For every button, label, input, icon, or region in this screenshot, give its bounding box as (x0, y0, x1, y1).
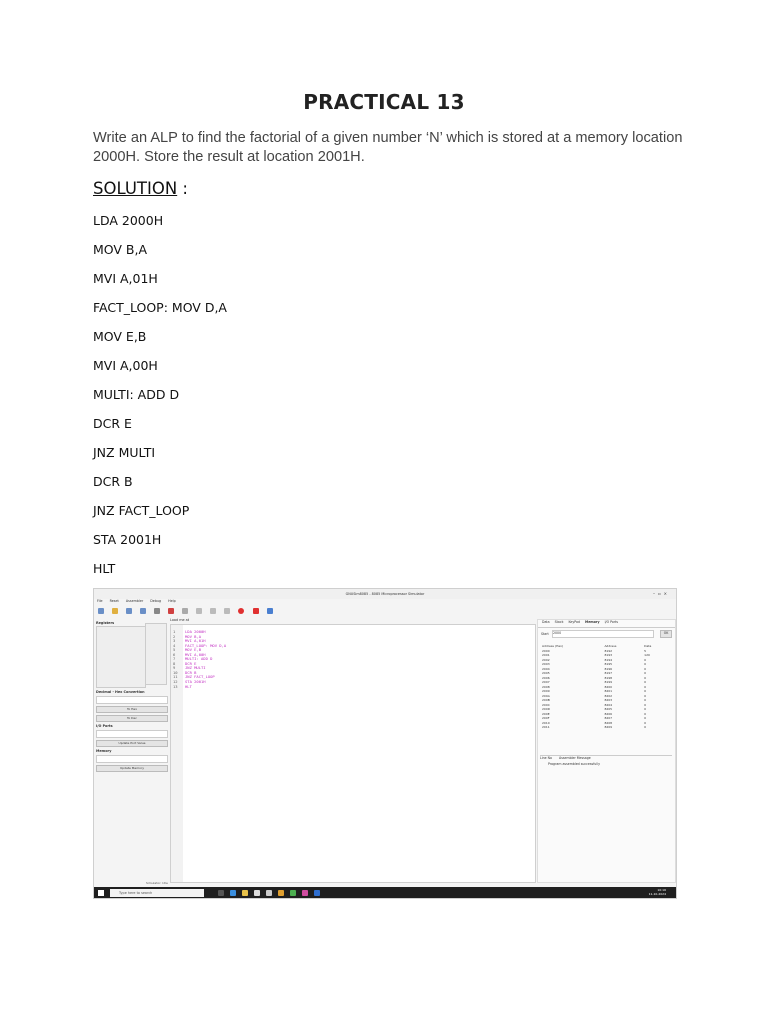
cell: 200D (542, 707, 551, 712)
table-header (540, 644, 670, 649)
io-ports-label: I/O Ports (96, 724, 113, 728)
cell: 0 (644, 711, 647, 716)
editor-line: LDA 2000H (185, 629, 206, 634)
registers-label: Registers (96, 621, 115, 625)
menu-help: Help (168, 599, 176, 603)
cell: 8204 (604, 702, 613, 707)
table-row (540, 725, 670, 730)
editor-line: MOV E,B (185, 647, 202, 653)
cell: 8192 (604, 648, 613, 653)
start-input: 2000 (552, 630, 654, 638)
cell: 2006 (542, 675, 550, 680)
open-file-icon (112, 608, 118, 614)
cell: 8209 (604, 725, 613, 730)
editor-line: MULTI: ADD D (185, 656, 213, 662)
solution-heading (93, 179, 188, 198)
code-line: JNZ MULTI (93, 445, 156, 460)
line-number: 8 (173, 660, 176, 666)
code-line: MVI A,00H (93, 358, 158, 373)
code-editor (170, 624, 536, 883)
window-titlebar (94, 589, 676, 599)
cell: 0 (644, 707, 647, 712)
memory-table (540, 644, 670, 730)
cell: 8200 (604, 684, 613, 689)
editor-line: DCR E (185, 660, 197, 666)
line-number: 9 (173, 665, 176, 671)
cell: 2009 (542, 689, 550, 694)
line-number: 7 (173, 656, 176, 662)
cell: 8197 (604, 671, 613, 676)
code-line: DCR B (93, 474, 133, 489)
cell: 200B (542, 698, 550, 703)
cell: 2004 (542, 666, 550, 671)
update-memory-button: Update Memory (96, 765, 168, 772)
registers-grid (96, 626, 146, 688)
step-out-icon (224, 608, 230, 614)
print-icon (154, 608, 160, 614)
cell: 2010 (542, 720, 550, 725)
port-input (96, 730, 168, 738)
line-numbers (173, 630, 178, 689)
status-text: Simulator: Idle (146, 881, 168, 885)
code-line: FACT_LOOP: MOV D,A (93, 300, 227, 315)
line-number: 5 (173, 647, 176, 653)
right-tabs (538, 620, 675, 628)
cell: 0 (644, 657, 647, 662)
assemble-icon (168, 608, 174, 614)
column-header: Address (Hex) (542, 644, 564, 649)
editor-line: JNZ FACT_LOOP (185, 674, 215, 680)
toolbar (96, 607, 296, 616)
cell: 8207 (604, 716, 613, 721)
left-panel (96, 619, 168, 881)
tab-memory: Memory (585, 620, 600, 624)
cell: 2005 (542, 671, 550, 676)
editor-line: DCR B (185, 669, 197, 675)
cell: 0 (644, 684, 647, 689)
app-icon (302, 890, 308, 896)
tab-data: Data (542, 620, 550, 624)
cell: 2011 (542, 725, 550, 730)
cell: 8196 (604, 666, 613, 671)
to-dec-button: To Dec (96, 715, 168, 722)
cell: 0 (644, 725, 647, 730)
simulator-screenshot (93, 588, 677, 899)
memory-label: Memory (96, 749, 112, 753)
cell: 8205 (604, 707, 613, 712)
step-in-icon (196, 608, 202, 614)
code-line: MULTI: ADD D (93, 387, 180, 402)
code-line: DCR E (93, 416, 132, 431)
question-text: Write an ALP to find the factorial of a given number ‘N’ which is stored at a memory location 2000H. Store the result at location 2001H. (93, 130, 683, 165)
stop-icon (253, 608, 259, 614)
code-line: HLT (93, 561, 116, 576)
message-header-line: Line No (540, 756, 552, 760)
page-title: PRACTICAL 13 (303, 90, 465, 114)
cell: 8193 (604, 653, 613, 658)
cell: 8203 (604, 698, 613, 703)
taskbar-search: Type here to search (110, 889, 204, 897)
cell: 200E (542, 711, 550, 716)
window-controls-icon: –▫× (652, 591, 670, 596)
menu-assembler: Assembler (125, 599, 144, 603)
decimal-input (96, 696, 168, 704)
column-header: Data (644, 644, 652, 649)
store-icon (254, 890, 260, 896)
column-header: Address (604, 644, 617, 649)
simulator-icon (290, 890, 296, 896)
editor-line: MVI A,00H (185, 651, 206, 657)
cell: 0 (644, 693, 647, 698)
editor-line: FACT_LOOP: MOV D,A (185, 642, 227, 648)
menu-debug: Debug (150, 599, 162, 603)
breakpoint-icon (238, 608, 244, 614)
decimal-hex-label: Decimal - Hex Convertion (96, 690, 145, 694)
cell: 0 (644, 702, 647, 707)
assembler-message: Program assembled successfully (548, 762, 600, 766)
new-file-icon (98, 608, 104, 614)
code-line: JNZ FACT_LOOP (93, 503, 190, 518)
cell: 0 (644, 689, 647, 694)
help-icon (267, 608, 273, 614)
update-port-button: Update Port Value (96, 740, 168, 747)
code-line: LDA 2000H (93, 213, 164, 228)
cell: 8199 (604, 680, 613, 685)
cell: 120 (644, 653, 650, 658)
cell: 8195 (604, 662, 613, 667)
memory-input (96, 755, 168, 763)
solution-colon: : (177, 179, 188, 198)
code-line: MOV E,B (93, 329, 147, 344)
editor-line: JNZ MULTI (185, 665, 206, 671)
tab-io-ports: I/O Ports (604, 620, 619, 624)
cell: 2003 (542, 662, 550, 667)
window-title: GNUSim8085 - 8085 Microprocessor Simulator (345, 591, 425, 596)
editor-line: HLT (185, 683, 192, 689)
cell: 8201 (604, 689, 613, 694)
line-number: 1 (173, 629, 176, 634)
to-hex-button: To Hex (96, 706, 168, 713)
line-number: 13 (173, 683, 178, 689)
cell: 0 (644, 666, 647, 671)
clock-time: 10:16 (657, 888, 666, 892)
step-over-icon (210, 608, 216, 614)
cell: 200F (542, 716, 550, 721)
line-number: 4 (173, 642, 176, 648)
file-explorer-icon (242, 890, 248, 896)
editor-line: STA 2001H (185, 679, 206, 685)
ok-button: OK (660, 630, 672, 638)
cell: 2000 (542, 648, 550, 653)
clock-date: 11-10-2024 (648, 891, 666, 896)
cell: 8198 (604, 675, 613, 680)
windows-start-icon (98, 890, 104, 896)
tab-stack: Stack (554, 620, 564, 624)
editor-tab: Load me at (170, 618, 190, 622)
cell: 5 (644, 648, 647, 653)
line-number: 12 (173, 679, 178, 685)
cell: 0 (644, 720, 647, 725)
line-number: 10 (173, 669, 178, 675)
cell: 0 (644, 698, 647, 703)
line-number: 3 (173, 638, 176, 644)
save-as-icon (140, 608, 146, 614)
cell: 8194 (604, 657, 613, 662)
clock (649, 889, 666, 896)
menu-bar (94, 599, 676, 606)
cell: 0 (644, 716, 647, 721)
solution-label: SOLUTION (93, 179, 178, 198)
message-panel (540, 755, 672, 766)
mail-icon (266, 890, 272, 896)
cell: 200A (542, 693, 550, 698)
line-number: 6 (173, 651, 176, 657)
start-label: Start (541, 632, 549, 636)
right-panel (537, 619, 676, 883)
cell: 0 (644, 671, 647, 676)
menu-reset: Reset (109, 599, 119, 603)
cell: 8202 (604, 693, 613, 698)
editor-code (185, 630, 226, 689)
menu-file: File (97, 599, 103, 603)
cell: 2007 (542, 680, 550, 685)
line-number: 2 (173, 633, 176, 639)
task-view-icon (218, 890, 224, 896)
tab-keypad: KeyPad (568, 620, 581, 624)
cell: 0 (644, 680, 647, 685)
editor-line: MVI A,01H (185, 638, 206, 644)
save-icon (126, 608, 132, 614)
chrome-icon (278, 890, 284, 896)
editor-line: MOV B,A (185, 633, 202, 639)
cell: 2001 (542, 653, 550, 658)
line-number: 11 (173, 674, 178, 680)
taskbar (94, 887, 676, 898)
word-icon (314, 890, 320, 896)
cell: 0 (644, 675, 647, 680)
cell: 8208 (604, 720, 613, 725)
code-line: MVI A,01H (93, 271, 158, 286)
code-line: MOV B,A (93, 242, 148, 257)
edge-icon (230, 890, 236, 896)
cell: 2002 (542, 657, 550, 662)
cell: 8206 (604, 711, 613, 716)
flag-grid (145, 623, 167, 685)
message-header-text: Assembler Message (559, 756, 591, 760)
cell: 0 (644, 662, 647, 667)
execute-icon (182, 608, 188, 614)
code-line: STA 2001H (93, 532, 162, 547)
cell: 200C (542, 702, 550, 707)
cell: 2008 (542, 684, 550, 689)
